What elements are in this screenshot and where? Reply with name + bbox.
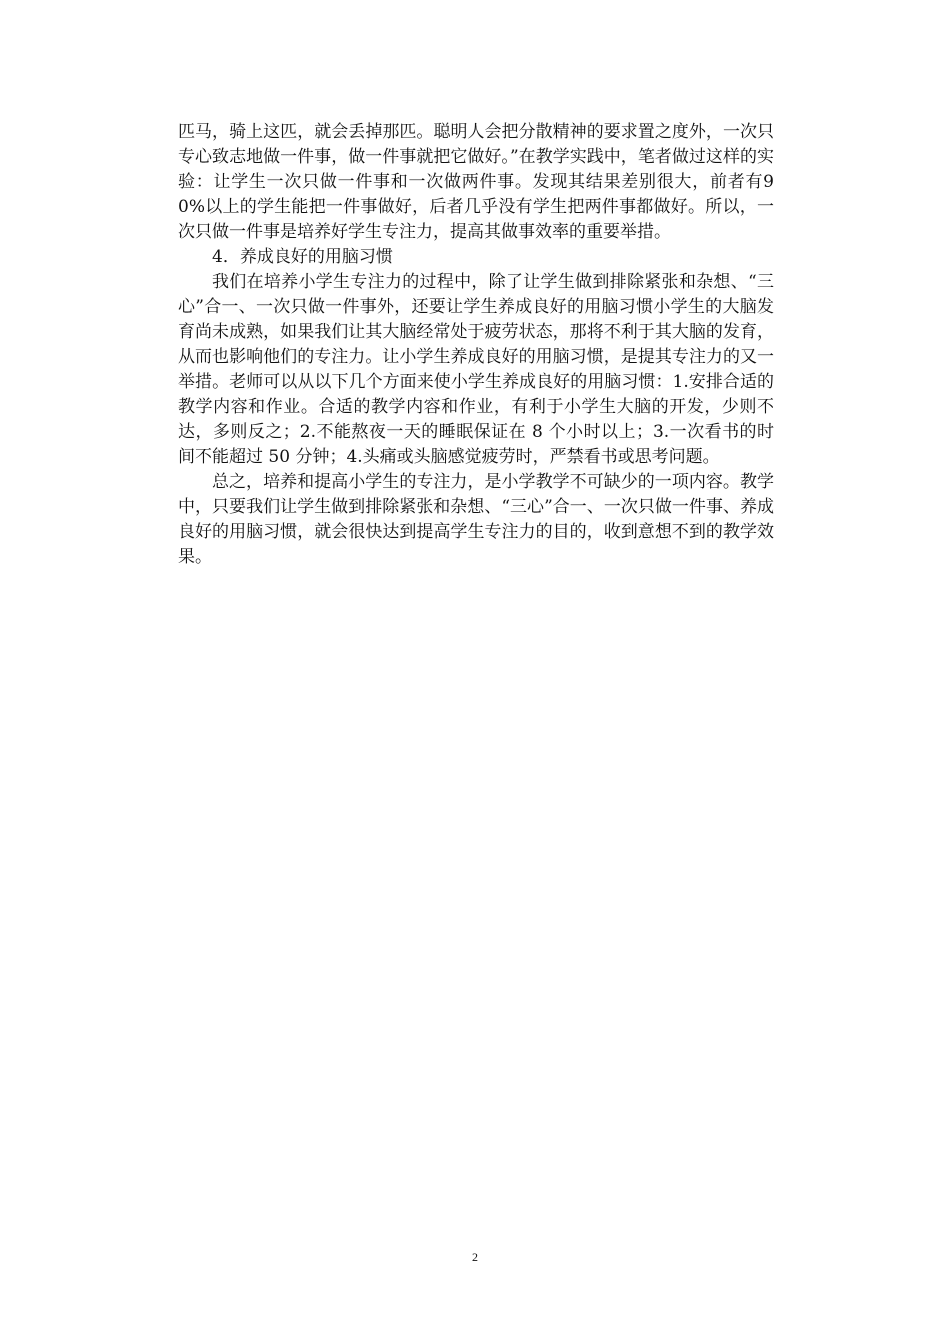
body-text bbox=[178, 120, 774, 570]
page-number: 2 bbox=[472, 1250, 478, 1264]
section-heading: 4．养成良好的用脑习惯 bbox=[212, 247, 393, 267]
paragraph-habit: 我们在培养小学生专注力的过程中，除了让学生做到排除紧张和杂想、“三心”合一、一次只做一件事外，还要让学生养成良好的用脑习惯小学生的大脑发育尚未成熟，如果我们让其大脑经常处于疲劳状态，那将不利于其大脑的发育，从而也影响他们的专注力。让小学生养成良好的用脑习惯，是提其专注力的又一举措。老师可以从以下几个方面来使小学生养成良好的用脑习惯：1.安排合适的教学内容和作业。合适的教学内容和作业，有利于小学生大脑的开发，少则不达，多则反之；2.不能熬夜一天的睡眠保证在 8 个小时以上；3.一次看书的时间不能超过 50 分钟；4.头痛或头脑感觉疲劳时，严禁看书或思考问题。 bbox=[178, 272, 774, 467]
paragraph-conclusion: 总之，培养和提高小学生的专注力，是小学教学不可缺少的一项内容。教学中，只要我们让学生做到排除紧张和杂想、“三心”合一、一次只做一件事、养成良好的用脑习惯，就会很快达到提高学生专注力的目的，收到意想不到的教学效果。 bbox=[178, 472, 774, 567]
paragraph-continuation: 匹马，骑上这匹，就会丢掉那匹。聪明人会把分散精神的要求置之度外，一次只专心致志地做一件事，做一件事就把它做好。”在教学实践中，笔者做过这样的实验：让学生一次只做一件事和一次做两件事。发现其结果差别很大，前者有90%以上的学生能把一件事做好，后者几乎没有学生把两件事都做好。所以，一次只做一件事是培养好学生专注力，提高其做事效率的重要举措。 bbox=[178, 122, 774, 242]
